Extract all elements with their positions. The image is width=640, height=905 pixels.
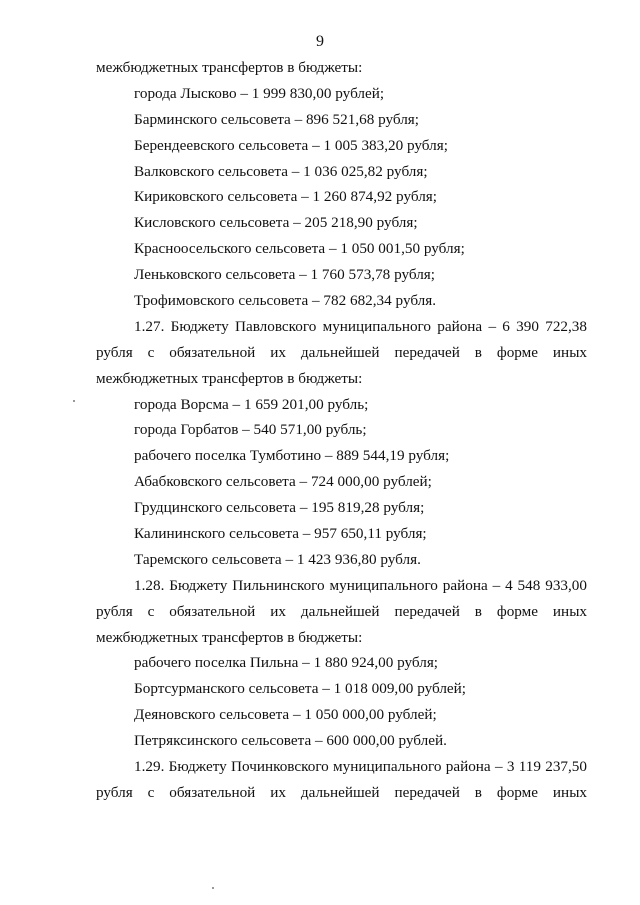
text-line: города Ворсма – 1 659 201,00 рубль; [134, 395, 369, 413]
text-line: Петряксинского сельсовета – 600 000,00 рублей. [134, 732, 447, 750]
text-line: 1.27. Бюджету Павловского муниципального района – 6 390 722,38 [134, 317, 587, 335]
text-line: рабочего поселка Пильна – 1 880 924,00 рубля; [134, 654, 439, 672]
text-line: 1.29. Бюджету Починковского муниципального района – 3 119 237,50 [134, 758, 587, 776]
page-number: 9 [316, 33, 324, 50]
text-line: Красноосельского сельсовета – 1 050 001,50 рубля; [134, 240, 465, 258]
scan-speck [212, 887, 214, 889]
text-line: Трофимовского сельсовета – 782 682,34 рубля. [134, 292, 437, 310]
text-line: Таремского сельсовета – 1 423 936,80 рубля. [134, 550, 421, 568]
text-line: Калининского сельсовета – 957 650,11 рубля; [134, 525, 427, 543]
text-line: Берендеевского сельсовета – 1 005 383,20 рубля; [134, 136, 448, 154]
text-line: Деяновского сельсовета – 1 050 000,00 рублей; [134, 706, 437, 724]
text-line: Бортсурманского сельсовета – 1 018 009,00 рублей; [134, 680, 467, 698]
text-line: Барминского сельсовета – 896 521,68 рубля; [134, 110, 420, 128]
text-line: межбюджетных трансфертов в бюджеты: [96, 59, 363, 76]
text-line: 1.28. Бюджету Пильнинского муниципального района – 4 548 933,00 [134, 576, 587, 594]
text-line: города Горбатов – 540 571,00 рубль; [134, 421, 367, 439]
document-body [96, 55, 587, 806]
text-line: Леньковского сельсовета – 1 760 573,78 рубля; [134, 266, 435, 284]
text-line: Грудцинского сельсовета – 195 819,28 рубля; [134, 499, 425, 517]
scan-speck [73, 400, 75, 402]
text-line: Абабковского сельсовета – 724 000,00 рублей; [134, 473, 432, 491]
text-line: межбюджетных трансфертов в бюджеты: [96, 369, 363, 387]
text-line: города Лысково – 1 999 830,00 рублей; [134, 84, 385, 102]
text-line: рубля с обязательной их дальнейшей передачей в форме иных [96, 783, 587, 801]
text-line: Валковского сельсовета – 1 036 025,82 рубля; [134, 162, 428, 180]
text-line: межбюджетных трансфертов в бюджеты: [96, 628, 363, 646]
text-line: рубля с обязательной их дальнейшей передачей в форме иных [96, 343, 587, 361]
text-line: рубля с обязательной их дальнейшей передачей в форме иных [96, 602, 587, 620]
text-line: Кисловского сельсовета – 205 218,90 рубля; [134, 214, 418, 232]
text-line: рабочего поселка Тумботино – 889 544,19 рубля; [134, 447, 450, 465]
text-line: Кириковского сельсовета – 1 260 874,92 рубля; [134, 188, 437, 206]
